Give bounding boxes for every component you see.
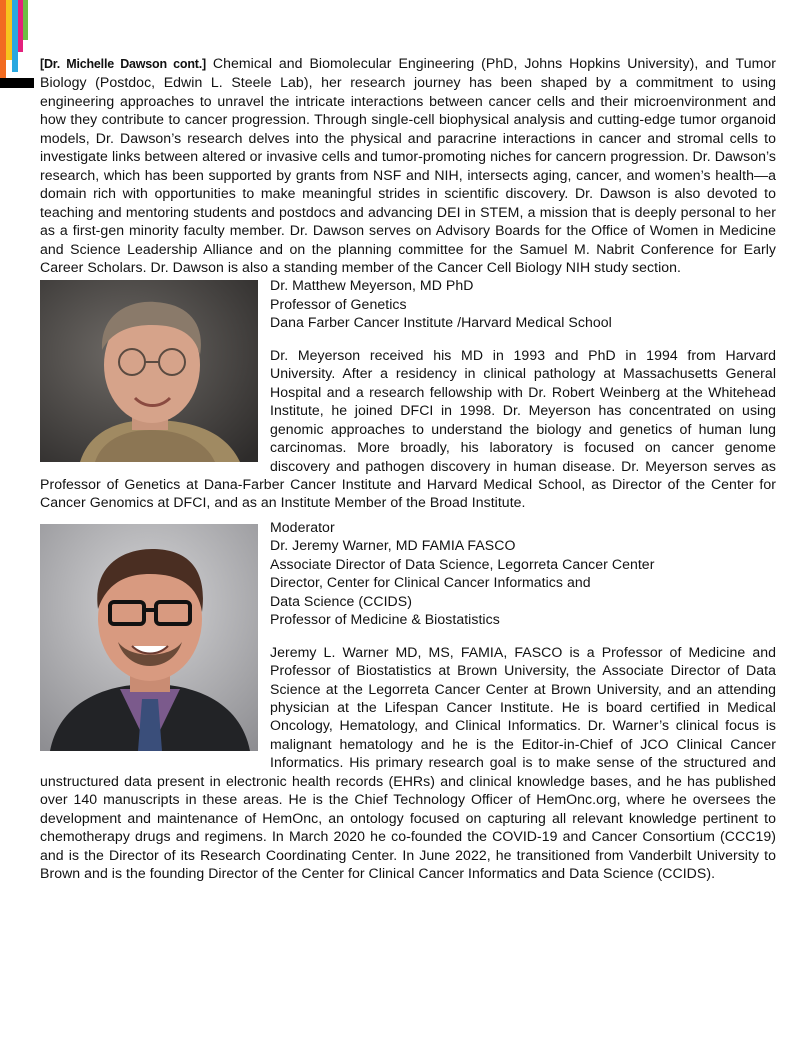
warner-role: Moderator <box>270 518 335 535</box>
speaker-meyerson <box>40 276 776 511</box>
dawson-bio-text: Chemical and Biomolecular Engineering (PhD, Johns Hopkins University), and Tumor Biology (Postdoc, Edwin L. Steele Lab), her research journey has been shaped by a commitment to using engineering approaches to unravel the intricate interactions between cancer cells and their microenvironment and how they contribute to cancer progression. Through single-cell biophysical analysis and cutting-edge tumor organoid models, Dr. Dawson’s research delves into the physical and paracrine interactions in cancer and stromal cells to investigate links between altered or invasive cells and tumor-promoting niches for cancern progression. Dr. Dawson’s research, which has been supported by grants from NSF and NIH, intersects aging, cancer, and women’s health—a domain rich with opportunities to make meaningful strides in scientific discovery. Dr. Dawson is also devoted to teaching and mentoring students and postdocs and advancing DEI in STEM, a mission that is deeply personal to her as a first-gen minority faculty member. Dr. Dawson serves on Advisory Boards for the Office of Women in Medicine and Science Leadership Alliance and on the planning committee for the Samuel M. Nabrit Conference for Early Career Scholars. Dr. Dawson is also a standing member of the Cancer Cell Biology NIH study section. <box>40 55 777 275</box>
meyerson-affiliation: Dana Farber Cancer Institute /Harvard Medical School <box>270 314 612 331</box>
warner-title-1: Associate Director of Data Science, Legorreta Cancer Center <box>270 555 655 572</box>
dawson-bio <box>40 54 776 276</box>
meyerson-photo <box>40 280 258 462</box>
warner-title-4: Professor of Medicine & Biostatistics <box>270 611 500 628</box>
speaker-warner <box>40 518 776 883</box>
meyerson-name: Dr. Matthew Meyerson, MD PhD <box>270 277 474 294</box>
meyerson-title: Professor of Genetics <box>270 295 407 312</box>
stripe-green <box>23 0 28 40</box>
document-body <box>40 54 776 882</box>
dawson-lead: [Dr. Michelle Dawson cont.] <box>40 57 206 71</box>
warner-name: Dr. Jeremy Warner, MD FAMIA FASCO <box>270 537 516 554</box>
warner-photo <box>40 524 258 751</box>
decorative-color-stripes <box>0 0 34 90</box>
warner-title-2: Director, Center for Clinical Cancer Informatics and <box>270 574 591 591</box>
warner-bio: Jeremy L. Warner MD, MS, FAMIA, FASCO is a Professor of Medicine and Professor of Biostatistics at Brown University, the Associate Director of Data Science at the Legorreta Cancer Center at Brown University, and an attending physician at the Lifespan Cancer Institute. He is board certified in Medical Oncology, Hematology, and Clinical Informatics. Dr. Warner’s clinical focus is malignant hematology and he is the Editor-in-Chief of JCO Clinical Cancer Informatics. His primary research goal is to make sense of the structured and unstructured data present in electronic health records (EHRs) and clinical knowledge bases, and he has published over 140 manuscripts in these areas. He is the Chief Technology Officer of HemOnc.org, where he oversees the development and maintenance of HemOnc, an ontology focused on capturing all relevant knowledge pertinent to chemotherapy drugs and regimens. In March 2020 he co-founded the COVID-19 and Cancer Consortium (CCC19) and is the Director of its Research Coordinating Center. In June 2022, he transitioned from Vanderbilt University to Brown and is the founding Director of the Center for Clinical Cancer Informatics and Data Science (CCIDS). <box>40 643 776 882</box>
meyerson-bio: Dr. Meyerson received his MD in 1993 and PhD in 1994 from Harvard University. After a residency in clinical pathology at Massachusetts General Hospital and a research fellowship with Dr. Robert Weinberg at the Whitehead Institute, he joined DFCI in 1998. Dr. Meyerson has concentrated on using genomic approaches to understand the biology and genetics of human lung carcinomas. More broadly, his laboratory is focused on cancer genome discovery and pathogen discovery in human disease. Dr. Meyerson serves as Professor of Genetics at Dana-Farber Cancer Institute and Harvard Medical School, as Director of the Center for Cancer Genomics at DFCI, and as an Institute Member of the Broad Institute. <box>40 346 776 511</box>
warner-title-3: Data Science (CCIDS) <box>270 592 412 609</box>
stripe-black <box>0 78 34 88</box>
